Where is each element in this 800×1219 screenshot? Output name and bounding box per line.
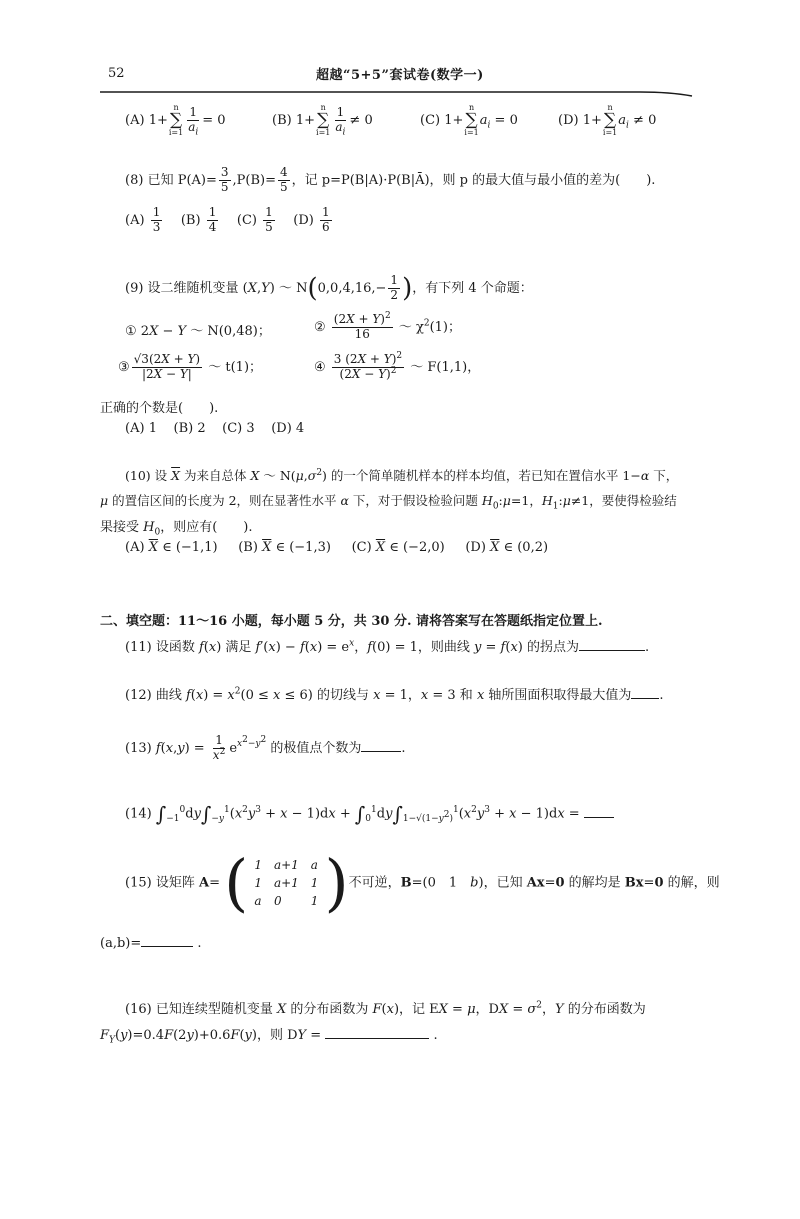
q13: (13) f(x,y) = $\frac{1}{x^2}$ $e^{x^2-y^2}$ 的极值点个数为 . bbox=[125, 733, 406, 762]
q7-option-a: (A) 1+ n ∑ i=1 $\frac{1}{a_i}$ = 0 bbox=[125, 103, 226, 138]
q10-line-3: 果接受 $H_0$，则应有( ). bbox=[100, 520, 253, 538]
q16-line-2: $F_Y(y)=0.4F(2y)+0.6F(y)$，则 DY = . bbox=[100, 1028, 438, 1046]
q16-line-1: (16) 已知连续型随机变量 X 的分布函数为 F(x)，记 EX = μ，DX = $\sigma^2$，Y 的分布函数为 bbox=[125, 1000, 646, 1017]
q15: (15) 设矩阵 A= ( 1 a+1 a 1 a+1 1 a 0 1 ) 不可逆，B=(0 1 b)，已知 Ax=0 的解均是 Bx=0 的解，则 bbox=[125, 846, 720, 919]
q8-options: (A) $\frac{1}{3}$ (B) $\frac{1}{4}$ (C) $\frac{1}{5}$ (D) $\frac{1}{6}$ bbox=[125, 205, 330, 234]
q9-options: (A) 1 (B) 2 (C) 3 (D) 4 bbox=[125, 421, 305, 436]
q10-line-2: μ 的置信区间的长度为 2，则在显著性水平 α 下，对于假设检验问题 $H_0:\mu=1$，$H_1:\mu\ne 1$，要使得检验结 bbox=[100, 493, 677, 512]
page-title: 超越“5+5”套试卷(数学一) bbox=[316, 68, 484, 83]
q12: (12) 曲线 $f(x) = x^2(0 \le x \le 6)$ 的切线与 x = 1，x = 3 和 x 轴所围面积取得最大值为 . bbox=[125, 686, 664, 703]
q9-question: 正确的个数是( ). bbox=[100, 401, 219, 416]
q9-prop-4: ④ $\frac{3 (2X + Y)^2}{(2X - Y)^2}$ ～ F(1,1)， bbox=[314, 351, 481, 381]
header-rule bbox=[100, 86, 695, 98]
q7-option-c: (C) 1+ n ∑ i=1 $a_i = 0$ bbox=[420, 103, 518, 137]
q9-prop-3: ③ $\frac{√3(2X + Y)}{|2X - Y|}$ ～ t(1)； bbox=[118, 352, 263, 381]
q10-line-1: (10) 设 $\overline{X}$ 为来自总体 X ～ $N(\mu,\sigma^2)$ 的一个简单随机样本的样本均值，若已知在置信水平 1−α 下， bbox=[125, 467, 679, 483]
q9-prop-2: ② $\frac{(2X + Y)^2}{16}$ ～ $\chi^2(1)$； bbox=[314, 311, 462, 341]
q8-stem: (8) 已知 P(A)= $\frac{3}{5}$ ,P(B)= $\frac{4}{5}$ ，记 p=P(B|A)·P(B|Ā)，则 p 的最大值与最小值的差为( ). bbox=[125, 165, 656, 194]
q9-stem: (9) 设二维随机变量 (X,Y) ～ N(0,0,4,16,− $\frac{1}{2}$ )，有下列 4 个命题： bbox=[125, 273, 533, 304]
q9-prop-1: ① 2X − Y ～ N(0,48)； bbox=[125, 324, 271, 339]
q7-option-d: (D) 1+ n ∑ i=1 $a_i \ne 0$ bbox=[558, 103, 657, 137]
q11: (11) 设函数 f(x) 满足 $f'(x) - f(x) = e^x$，f(0) = 1，则曲线 y = f(x) 的拐点为 . bbox=[125, 638, 650, 655]
section-heading: 二、填空题：11～16 小题，每小题 5 分，共 30 分. 请将答案写在答题纸指定位置上. bbox=[100, 614, 603, 629]
q15-answer: (a,b)= . bbox=[100, 936, 202, 951]
q10-options: (A) $\overline{X}$ ∈ (−1,1) (B) $\overline{X}$ ∈ (−1,3) (C) $\overline{X}$ ∈ (−2,0) (D) $\overline{X}$ ∈ (0,2) bbox=[125, 540, 549, 555]
q14: (14) $\int_{-1}^0dy\int_{-y}^1(x^2y^3 + x - 1)dx + \int_0^1dy\int_{1-√(1-y^2)}^1(x^2y^3 + x - 1)dx$ = bbox=[125, 802, 614, 826]
q7-option-b: (B) 1+ n ∑ i=1 $\frac{1}{a_i}$ ≠ 0 bbox=[272, 103, 373, 138]
page-number: 52 bbox=[108, 66, 125, 81]
matrix-a: ( 1 a+1 a 1 a+1 1 a 0 1 ) bbox=[224, 846, 349, 919]
